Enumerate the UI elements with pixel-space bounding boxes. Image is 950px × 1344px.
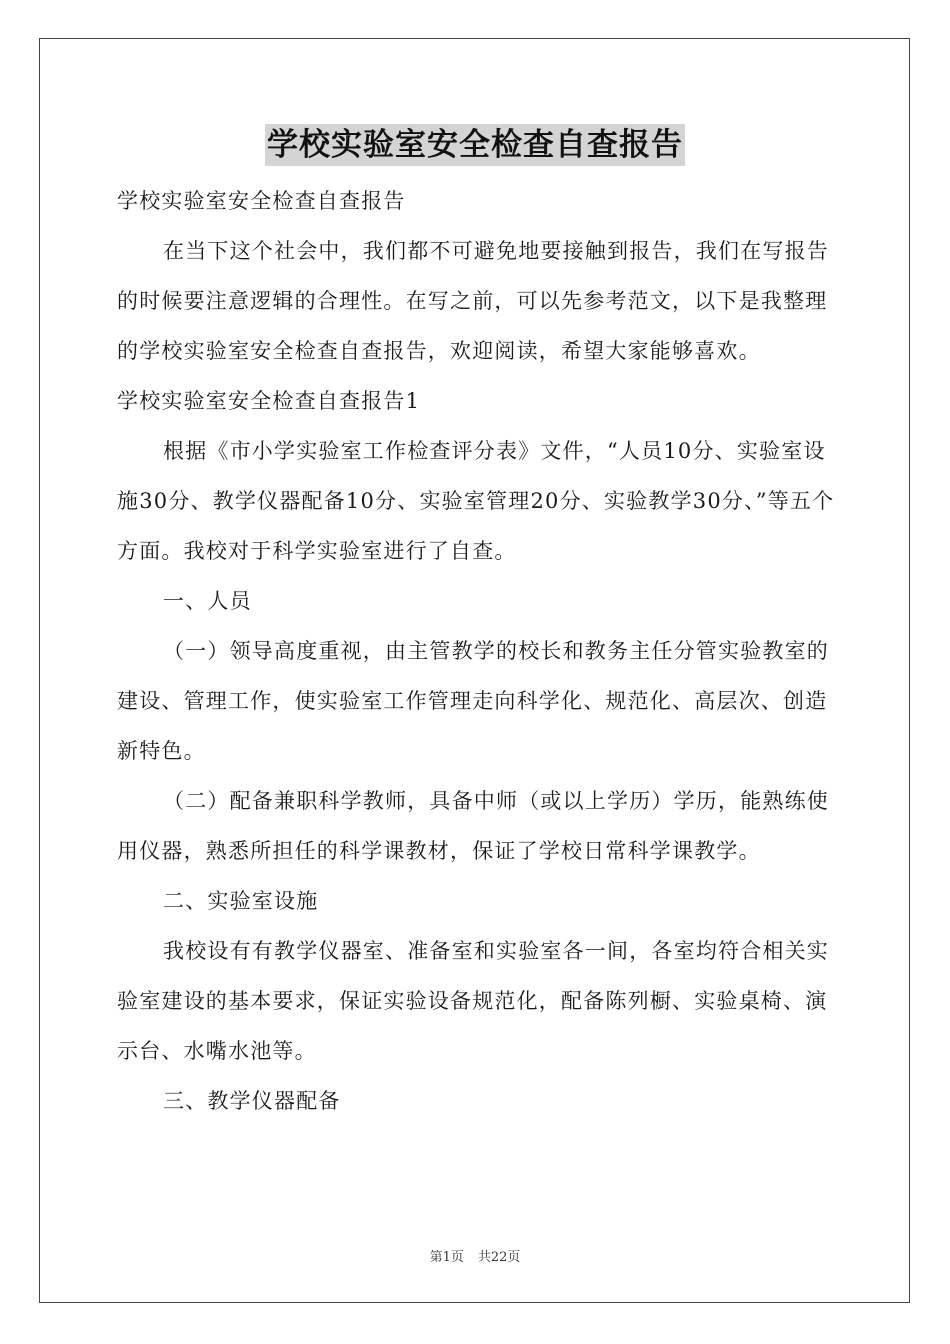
document-body xyxy=(117,176,835,1126)
paragraph: 根据《市小学实验室工作检查评分表》文件，“人员10分、实验室设施30分、教学仪器配备10分、实验室管理20分、实验教学30分、”等五个方面。我校对于科学实验室进行了自查。 xyxy=(117,439,835,563)
document-title: 学校实验室安全检查自查报告 xyxy=(265,124,685,166)
section-heading: 一、人员 xyxy=(163,589,252,613)
page-total: 共22页 xyxy=(477,1250,521,1265)
page-number: 第1页 xyxy=(429,1250,464,1265)
title-wrap xyxy=(0,124,950,166)
paragraph: （一）领导高度重视，由主管教学的校长和教务主任分管实验教室的建设、管理工作，使实验室工作管理走向科学化、规范化、高层次、创造新特色。 xyxy=(117,639,829,763)
paragraph: （二）配备兼职科学教师，具备中师（或以上学历）学历，能熟练使用仪器，熟悉所担任的科学课教材，保证了学校日常科学课教学。 xyxy=(117,789,829,863)
section-heading: 二、实验室设施 xyxy=(163,889,319,913)
paragraph: 学校实验室安全检查自查报告1 xyxy=(117,389,421,413)
paragraph: 我校设有有教学仪器室、准备室和实验室各一间，各室均符合相关实验室建设的基本要求，保证实验设备规范化，配备陈列橱、实验桌椅、演示台、水嘴水池等。 xyxy=(117,939,829,1063)
paragraph: 在当下这个社会中，我们都不可避免地要接触到报告，我们在写报告的时候要注意逻辑的合理性。在写之前，可以先参考范文，以下是我整理的学校实验室安全检查自查报告，欢迎阅读，希望大家能够喜欢。 xyxy=(117,239,829,363)
page-footer xyxy=(0,1246,950,1265)
section-heading: 三、教学仪器配备 xyxy=(163,1089,341,1113)
paragraph: 学校实验室安全检查自查报告 xyxy=(117,189,406,213)
